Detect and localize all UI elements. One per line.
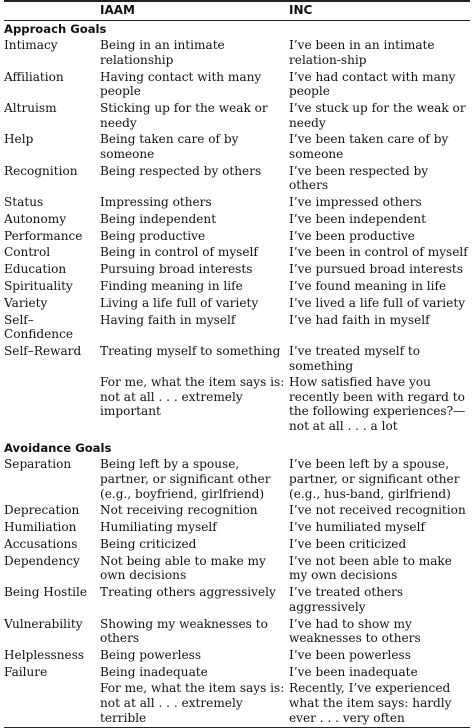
iaam-cell: Impressing others	[100, 195, 212, 210]
inc-cell: I’ve not received recognition	[289, 503, 466, 518]
inc-cell: I’ve stuck up for the weak or needy	[289, 100, 466, 130]
goal-cell: Dependency	[4, 553, 80, 568]
iaam-cell: For me, what the item says is: not at all . . . extremely important	[100, 375, 285, 419]
table-row	[4, 585, 470, 616]
header-goal	[4, 2, 100, 20]
iaam-cell: Being powerless	[100, 647, 202, 662]
inc-cell: I’ve been left by a spouse, partner, or significant other (e.g., hus-band, girlfriend)	[289, 457, 460, 501]
iaam-cell: Being inadequate	[100, 664, 208, 679]
iaam-cell: Not being able to make my own decisions	[100, 553, 266, 583]
table-row	[4, 279, 470, 296]
goal-cell: Education	[4, 262, 67, 277]
iaam-cell: Being criticized	[100, 536, 197, 551]
table-row	[4, 554, 470, 585]
goal-cell: Variety	[4, 295, 48, 310]
table-row	[4, 245, 470, 262]
inc-cell: I’ve lived a life full of variety	[289, 295, 466, 310]
inc-cell: I’ve been independent	[289, 211, 426, 226]
goals-table	[4, 2, 470, 727]
section-header-row	[4, 436, 470, 458]
inc-cell: I’ve had faith in myself	[289, 312, 430, 327]
iaam-cell: For me, what the item says is: not at all . . . extremely terrible	[100, 681, 285, 725]
iaam-cell: Being in control of myself	[100, 245, 258, 260]
table-row	[4, 520, 470, 537]
inc-cell: Recently, I’ve experienced what the item says: hardly ever . . . very often	[289, 681, 452, 725]
iaam-cell: Treating others aggressively	[100, 585, 276, 600]
iaam-cell: Having contact with many people	[100, 69, 262, 99]
inc-cell: I’ve been in control of myself	[289, 245, 468, 260]
goal-cell: Intimacy	[4, 38, 58, 53]
inc-cell: I’ve had to show my weaknesses to others	[289, 616, 421, 646]
inc-cell: I’ve been inadequate	[289, 664, 418, 679]
table-row	[4, 101, 470, 132]
table-row	[4, 344, 470, 375]
goal-cell: Being Hostile	[4, 585, 88, 600]
goal-cell: Failure	[4, 664, 48, 679]
iaam-cell: Not receiving recognition	[100, 503, 258, 518]
inc-cell: I’ve impressed others	[289, 195, 422, 210]
goal-cell	[4, 375, 100, 436]
table-row	[4, 665, 470, 682]
table-row	[4, 457, 470, 503]
table-row	[4, 296, 470, 313]
table-row	[4, 681, 470, 727]
inc-cell: I’ve been powerless	[289, 647, 411, 662]
inc-cell: I’ve treated others aggressively	[289, 585, 404, 614]
header-row	[4, 2, 470, 20]
inc-cell: I’ve been criticized	[289, 536, 407, 551]
iaam-cell: Being in an intimate relationship	[100, 38, 225, 67]
goal-cell: Self–Confidence	[4, 312, 74, 342]
inc-cell: I’ve found meaning in life	[289, 278, 447, 293]
goal-cell: Accusations	[4, 536, 78, 551]
iaam-cell: Treating myself to something	[100, 343, 281, 358]
inc-cell: I’ve been in an intimate relation-ship	[289, 38, 435, 67]
table-row	[4, 313, 470, 344]
inc-cell: I’ve been respected by others	[289, 163, 429, 193]
header-inc: INC	[289, 3, 313, 17]
goal-cell: Vulnerability	[4, 616, 83, 631]
iaam-cell: Being left by a spouse, partner, or significant other (e.g., boyfriend, girlfriend)	[100, 457, 271, 501]
inc-cell: I’ve treated myself to something	[289, 343, 421, 373]
table-row	[4, 70, 470, 101]
table-row	[4, 38, 470, 69]
goal-cell: Recognition	[4, 163, 78, 178]
table-row	[4, 648, 470, 665]
iaam-cell: Being productive	[100, 228, 206, 243]
iaam-cell: Humiliating myself	[100, 520, 217, 535]
iaam-cell: Pursuing broad interests	[100, 262, 253, 277]
goal-cell: Affiliation	[4, 69, 64, 84]
inc-cell: How satisfied have you recently been with regard to the following experiences?—not at all . . . a lot	[289, 375, 466, 434]
table-row	[4, 262, 470, 279]
inc-cell: I’ve been taken care of by someone	[289, 132, 449, 161]
table-row	[4, 375, 470, 436]
iaam-cell: Being respected by others	[100, 163, 262, 178]
goal-cell: Humiliation	[4, 520, 77, 535]
inc-cell: I’ve humiliated myself	[289, 520, 425, 535]
inc-cell: I’ve been productive	[289, 228, 415, 243]
table-row	[4, 164, 470, 195]
goal-cell: Status	[4, 195, 44, 210]
table-row	[4, 229, 470, 246]
section-title: Approach Goals	[4, 21, 107, 36]
goal-cell: Autonomy	[4, 211, 67, 226]
goal-cell	[4, 681, 100, 727]
goal-cell: Performance	[4, 228, 83, 243]
iaam-cell: Being independent	[100, 211, 217, 226]
table-row	[4, 537, 470, 554]
iaam-cell: Being taken care of by someone	[100, 132, 239, 161]
goal-cell: Deprecation	[4, 503, 80, 518]
goal-cell: Spirituality	[4, 278, 73, 293]
goal-cell: Self–Reward	[4, 343, 82, 358]
table-body	[4, 21, 470, 728]
inc-cell: I’ve not been able to make my own decisions	[289, 553, 452, 583]
iaam-cell: Finding meaning in life	[100, 278, 243, 293]
inc-cell: I’ve had contact with many people	[289, 69, 456, 99]
iaam-cell: Showing my weaknesses to others	[100, 616, 268, 646]
section-header-row	[4, 21, 470, 39]
table-row	[4, 212, 470, 229]
header-iaam: IAAM	[100, 3, 135, 17]
table-row	[4, 503, 470, 520]
goal-cell: Help	[4, 132, 34, 147]
table-row	[4, 195, 470, 212]
goal-cell: Helplessness	[4, 647, 85, 662]
goal-cell: Altruism	[4, 100, 57, 115]
iaam-cell: Sticking up for the weak or needy	[100, 100, 268, 130]
table-row	[4, 132, 470, 163]
goal-cell: Separation	[4, 457, 72, 472]
goal-cell: Control	[4, 245, 51, 260]
iaam-cell: Having faith in myself	[100, 312, 236, 327]
section-title: Avoidance Goals	[4, 440, 112, 455]
inc-cell: I’ve pursued broad interests	[289, 262, 463, 277]
table-row	[4, 617, 470, 648]
iaam-cell: Living a life full of variety	[100, 295, 259, 310]
